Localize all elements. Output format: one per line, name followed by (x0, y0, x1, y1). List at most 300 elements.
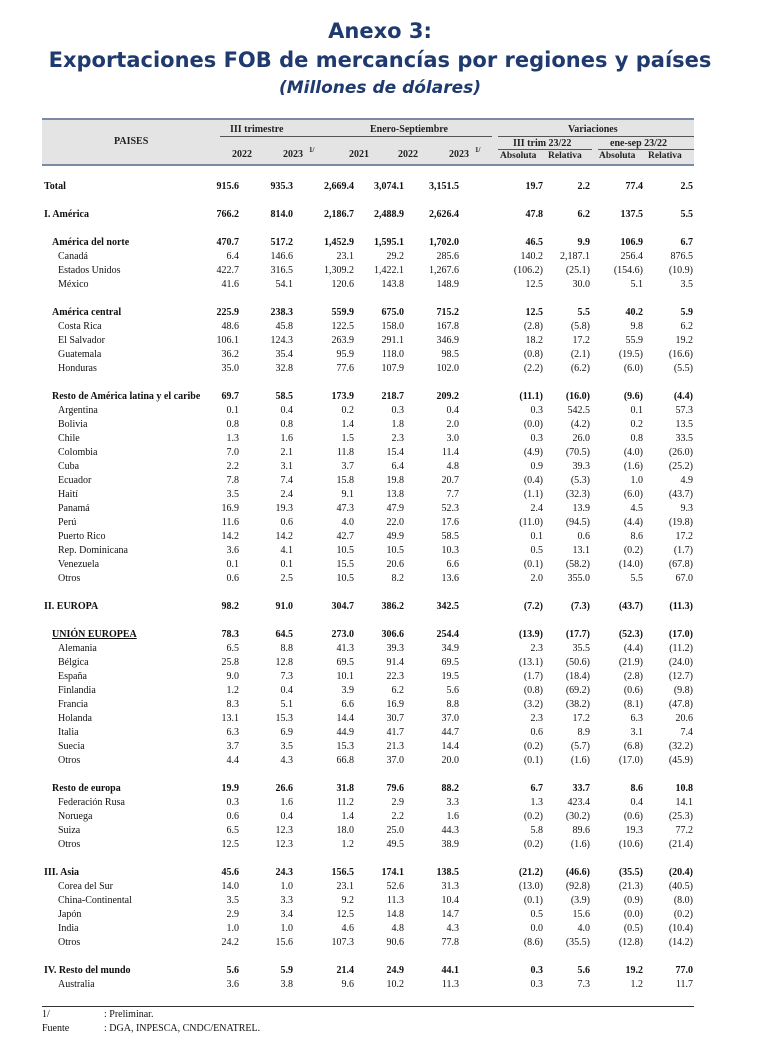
cell-var-iii-rel: (2.1) (570, 349, 590, 360)
cell-var-es-rel: 876.5 (670, 251, 693, 262)
cell-var-iii-abs: 0.3 (530, 405, 543, 416)
cell-var-iii-abs: 0.3 (530, 965, 543, 976)
cell-es-2023: 5.6 (446, 685, 459, 696)
cell-es-2021: 14.4 (336, 713, 354, 724)
cell-iii-2023: 4.1 (280, 545, 293, 556)
table-row (42, 432, 694, 446)
header-paises: PAISES (114, 136, 149, 147)
row-spacer (42, 222, 694, 236)
row-label: Rep. Dominicana (58, 545, 128, 556)
cell-var-es-abs: (4.4) (623, 643, 643, 654)
footnote-key: Fuente (42, 1023, 70, 1034)
cell-iii-2023: 91.0 (275, 601, 293, 612)
row-label: Japón (58, 909, 82, 920)
cell-var-iii-abs: (7.2) (523, 601, 543, 612)
cell-var-es-rel: (12.7) (668, 671, 693, 682)
cell-var-iii-abs: (11.1) (519, 391, 543, 402)
cell-es-2023: 3.0 (446, 433, 459, 444)
cell-es-2022: 291.1 (381, 335, 404, 346)
cell-var-es-rel: 5.5 (680, 209, 693, 220)
header-rule-iii-trimestre (220, 136, 332, 137)
cell-var-iii-abs: (0.2) (523, 839, 543, 850)
cell-var-iii-abs: 1.3 (530, 797, 543, 808)
table-row (42, 600, 694, 614)
cell-iii-2022: 8.3 (226, 699, 239, 710)
cell-es-2023: 2.0 (446, 419, 459, 430)
cell-es-2023: 98.5 (441, 349, 459, 360)
header-col-2023-b: 2023 (449, 149, 469, 160)
cell-es-2022: 2,488.9 (374, 209, 404, 220)
row-label: Corea del Sur (58, 881, 113, 892)
table-row (42, 572, 694, 586)
cell-es-2023: 3,151.5 (429, 181, 459, 192)
cell-var-iii-abs: (0.1) (523, 895, 543, 906)
cell-var-es-rel: (67.8) (668, 559, 693, 570)
cell-var-es-rel: (4.4) (673, 391, 693, 402)
cell-var-es-rel: 9.3 (680, 503, 693, 514)
cell-es-2023: 14.4 (441, 741, 459, 752)
cell-es-2021: 15.8 (336, 475, 354, 486)
cell-es-2023: 38.9 (441, 839, 459, 850)
cell-var-es-abs: (6.0) (623, 363, 643, 374)
cell-var-es-rel: 2.5 (680, 181, 693, 192)
cell-iii-2022: 12.5 (221, 839, 239, 850)
cell-es-2022: 24.9 (386, 965, 404, 976)
cell-iii-2023: 1.6 (280, 797, 293, 808)
cell-iii-2023: 3.5 (280, 741, 293, 752)
cell-es-2023: 44.3 (441, 825, 459, 836)
cell-var-es-rel: (8.0) (673, 895, 693, 906)
cell-var-es-rel: (9.8) (673, 685, 693, 696)
cell-var-iii-rel: (32.3) (565, 489, 590, 500)
row-label: Australia (58, 979, 95, 990)
cell-var-iii-rel: (5.8) (570, 321, 590, 332)
cell-iii-2023: 0.4 (280, 811, 293, 822)
cell-es-2022: 174.1 (381, 867, 404, 878)
cell-es-2021: 69.5 (336, 657, 354, 668)
cell-var-iii-abs: 0.5 (530, 545, 543, 556)
table-row (42, 978, 694, 992)
cell-es-2021: 23.1 (336, 251, 354, 262)
header-relativa-2: Relativa (648, 151, 682, 161)
cell-es-2022: 8.2 (391, 573, 404, 584)
cell-var-es-rel: 33.5 (675, 433, 693, 444)
cell-es-2022: 0.3 (391, 405, 404, 416)
row-label: Noruega (58, 811, 93, 822)
cell-iii-2022: 0.1 (226, 405, 239, 416)
cell-es-2021: 107.3 (331, 937, 354, 948)
cell-es-2023: 3.3 (446, 797, 459, 808)
cell-es-2021: 2,186.7 (324, 209, 354, 220)
cell-es-2021: 23.1 (336, 881, 354, 892)
header-relativa-1: Relativa (548, 151, 582, 161)
cell-var-iii-rel: 4.0 (577, 923, 590, 934)
table-row (42, 558, 694, 572)
cell-es-2021: 1.4 (341, 419, 354, 430)
cell-es-2023: 52.3 (441, 503, 459, 514)
cell-es-2022: 30.7 (386, 713, 404, 724)
cell-es-2023: 254.4 (436, 629, 459, 640)
cell-var-iii-abs: 0.0 (530, 923, 543, 934)
cell-es-2022: 118.0 (381, 349, 404, 360)
cell-var-es-abs: 106.9 (620, 237, 643, 248)
table-row (42, 936, 694, 950)
table-row (42, 684, 694, 698)
cell-var-es-abs: (0.9) (623, 895, 643, 906)
cell-es-2022: 3,074.1 (374, 181, 404, 192)
cell-var-iii-rel: (5.3) (570, 475, 590, 486)
row-label: Estados Unidos (58, 265, 121, 276)
table-row (42, 740, 694, 754)
table-row (42, 362, 694, 376)
cell-var-iii-abs: (106.2) (513, 265, 543, 276)
row-label: Argentina (58, 405, 98, 416)
cell-var-es-abs: 3.1 (630, 727, 643, 738)
footnote-preliminar (42, 1007, 694, 1021)
cell-var-es-abs: (17.0) (618, 755, 643, 766)
cell-var-es-rel: 10.8 (675, 783, 693, 794)
cell-var-es-abs: (0.2) (623, 545, 643, 556)
cell-var-es-rel: (47.8) (668, 699, 693, 710)
cell-var-iii-rel: 2.2 (577, 181, 590, 192)
cell-var-iii-abs: (0.1) (523, 559, 543, 570)
table-row (42, 446, 694, 460)
cell-es-2023: 58.5 (441, 531, 459, 542)
cell-var-es-rel: 67.0 (675, 573, 693, 584)
cell-var-es-rel: (32.2) (668, 741, 693, 752)
cell-iii-2023: 2.4 (280, 489, 293, 500)
table-row (42, 502, 694, 516)
cell-es-2021: 66.8 (336, 755, 354, 766)
cell-iii-2023: 19.3 (275, 503, 293, 514)
row-label: Italia (58, 727, 79, 738)
cell-es-2023: 88.2 (441, 783, 459, 794)
footnotes (42, 1006, 694, 1035)
page-title: Exportaciones FOB de mercancías por regiones y países (48, 48, 712, 72)
cell-iii-2022: 0.1 (226, 559, 239, 570)
cell-iii-2022: 0.6 (226, 811, 239, 822)
cell-es-2023: 11.4 (441, 447, 459, 458)
cell-es-2023: 10.4 (441, 895, 459, 906)
table-row (42, 796, 694, 810)
cell-var-iii-abs: (0.1) (523, 755, 543, 766)
cell-es-2023: 4.3 (446, 923, 459, 934)
row-label: Costa Rica (58, 321, 102, 332)
cell-es-2023: 0.4 (446, 405, 459, 416)
cell-var-es-rel: (43.7) (668, 489, 693, 500)
cell-es-2022: 218.7 (381, 391, 404, 402)
table-row (42, 488, 694, 502)
cell-es-2021: 44.9 (336, 727, 354, 738)
cell-var-es-abs: 0.2 (630, 419, 643, 430)
row-label: India (58, 923, 79, 934)
cell-var-es-abs: 8.6 (630, 783, 643, 794)
cell-es-2023: 7.7 (446, 489, 459, 500)
cell-var-iii-abs: (0.8) (523, 685, 543, 696)
cell-iii-2022: 6.5 (226, 825, 239, 836)
cell-es-2023: 167.8 (436, 321, 459, 332)
header-variaciones: Variaciones (568, 124, 618, 135)
row-label: Cuba (58, 461, 80, 472)
cell-iii-2022: 0.8 (226, 419, 239, 430)
cell-var-iii-abs: (0.4) (523, 475, 543, 486)
cell-iii-2023: 12.3 (275, 839, 293, 850)
row-label: UNIÓN EUROPEA (52, 629, 137, 640)
cell-es-2022: 39.3 (386, 643, 404, 654)
cell-es-2023: 20.0 (441, 755, 459, 766)
cell-var-iii-abs: 12.5 (525, 307, 543, 318)
cell-iii-2022: 45.6 (221, 867, 239, 878)
cell-var-es-abs: (21.3) (618, 881, 643, 892)
table-row (42, 712, 694, 726)
row-label: Otros (58, 937, 81, 948)
cell-var-es-abs: (19.5) (618, 349, 643, 360)
cell-es-2021: 4.0 (341, 517, 354, 528)
cell-es-2023: 69.5 (441, 657, 459, 668)
cell-var-es-rel: (25.2) (668, 461, 693, 472)
table-row (42, 894, 694, 908)
row-label: El Salvador (58, 335, 105, 346)
cell-es-2021: 1.4 (341, 811, 354, 822)
cell-var-es-rel: (25.3) (668, 811, 693, 822)
cell-var-iii-rel: (1.6) (570, 755, 590, 766)
table-row (42, 236, 694, 250)
cell-var-es-rel: (16.6) (668, 349, 693, 360)
cell-es-2022: 11.3 (386, 895, 404, 906)
cell-iii-2023: 0.4 (280, 405, 293, 416)
cell-es-2022: 20.6 (386, 559, 404, 570)
cell-var-iii-abs: (1.7) (523, 671, 543, 682)
cell-iii-2022: 0.6 (226, 573, 239, 584)
cell-iii-2022: 16.9 (221, 503, 239, 514)
header-col-2023-a: 2023 (283, 149, 303, 160)
cell-var-es-rel: 57.3 (675, 405, 693, 416)
cell-es-2022: 14.8 (386, 909, 404, 920)
cell-es-2022: 41.7 (386, 727, 404, 738)
cell-var-es-abs: 137.5 (620, 209, 643, 220)
cell-var-iii-abs: (0.2) (523, 811, 543, 822)
row-label: I. América (44, 209, 89, 220)
row-label: Total (44, 181, 66, 192)
cell-es-2021: 3.9 (341, 685, 354, 696)
cell-var-iii-rel: (46.6) (565, 867, 590, 878)
cell-es-2021: 15.5 (336, 559, 354, 570)
cell-iii-2023: 3.3 (280, 895, 293, 906)
cell-var-es-rel: 11.7 (675, 979, 693, 990)
cell-es-2023: 17.6 (441, 517, 459, 528)
row-label: México (58, 279, 89, 290)
cell-iii-2022: 7.0 (226, 447, 239, 458)
cell-var-iii-abs: 140.2 (520, 251, 543, 262)
exports-table (42, 118, 694, 994)
header-note-mark-b: 1/ (475, 146, 481, 154)
cell-es-2023: 346.9 (436, 335, 459, 346)
cell-iii-2023: 54.1 (275, 279, 293, 290)
cell-es-2023: 2,626.4 (429, 209, 459, 220)
cell-var-es-rel: 77.0 (675, 965, 693, 976)
cell-var-iii-abs: (2.2) (523, 363, 543, 374)
cell-es-2022: 107.9 (381, 363, 404, 374)
cell-var-es-abs: (14.0) (618, 559, 643, 570)
table-row (42, 278, 694, 292)
cell-iii-2022: 1.2 (226, 685, 239, 696)
cell-var-iii-rel: (1.6) (570, 839, 590, 850)
cell-var-iii-abs: (4.9) (523, 447, 543, 458)
page-subtitle: (Millones de dólares) (278, 78, 482, 98)
cell-es-2023: 13.6 (441, 573, 459, 584)
table-row (42, 404, 694, 418)
cell-var-es-abs: (6.0) (623, 489, 643, 500)
cell-var-iii-rel: (92.8) (565, 881, 590, 892)
cell-iii-2023: 8.8 (280, 643, 293, 654)
cell-var-es-abs: 9.8 (630, 321, 643, 332)
row-label: Guatemala (58, 349, 102, 360)
cell-es-2021: 11.8 (336, 447, 354, 458)
cell-iii-2023: 64.5 (275, 629, 293, 640)
cell-var-iii-abs: (13.1) (518, 657, 543, 668)
cell-var-es-abs: 256.4 (620, 251, 643, 262)
cell-var-iii-abs: (13.9) (518, 629, 543, 640)
cell-iii-2022: 2.9 (226, 909, 239, 920)
cell-iii-2023: 124.3 (270, 335, 293, 346)
cell-var-iii-abs: (0.8) (523, 349, 543, 360)
cell-iii-2022: 422.7 (216, 265, 239, 276)
cell-var-iii-rel: (50.6) (565, 657, 590, 668)
header-iii-trimestre: III trimestre (230, 124, 284, 135)
cell-es-2021: 9.2 (341, 895, 354, 906)
cell-var-iii-rel: 13.9 (572, 503, 590, 514)
cell-var-iii-rel: 9.9 (577, 237, 590, 248)
annex-number: Anexo 3: (328, 19, 432, 43)
cell-var-iii-rel: (5.7) (570, 741, 590, 752)
table-row (42, 670, 694, 684)
header-absoluta-1: Absoluta (500, 151, 537, 161)
cell-var-es-rel: (0.2) (673, 909, 693, 920)
cell-iii-2023: 2.1 (280, 447, 293, 458)
cell-es-2021: 42.7 (336, 531, 354, 542)
cell-var-iii-abs: (0.0) (523, 419, 543, 430)
row-spacer (42, 852, 694, 866)
cell-var-iii-rel: (94.5) (565, 517, 590, 528)
cell-var-es-rel: 6.7 (680, 237, 693, 248)
cell-iii-2022: 3.5 (226, 489, 239, 500)
cell-var-iii-abs: 6.7 (530, 783, 543, 794)
cell-var-iii-rel: (18.4) (565, 671, 590, 682)
table-row (42, 964, 694, 978)
cell-iii-2023: 35.4 (275, 349, 293, 360)
table-row (42, 208, 694, 222)
cell-es-2022: 6.4 (391, 461, 404, 472)
cell-var-iii-rel: 33.7 (572, 783, 590, 794)
cell-es-2023: 1.6 (446, 811, 459, 822)
table-row (42, 810, 694, 824)
cell-iii-2022: 98.2 (221, 601, 239, 612)
cell-es-2022: 2.3 (391, 433, 404, 444)
cell-es-2023: 209.2 (436, 391, 459, 402)
cell-iii-2022: 2.2 (226, 461, 239, 472)
cell-var-es-abs: 4.5 (630, 503, 643, 514)
cell-var-iii-abs: 2.3 (530, 713, 543, 724)
cell-iii-2023: 14.2 (275, 531, 293, 542)
cell-iii-2022: 41.6 (221, 279, 239, 290)
cell-var-es-rel: 14.1 (675, 797, 693, 808)
row-label: II. EUROPA (44, 601, 99, 612)
cell-var-es-abs: 5.1 (630, 279, 643, 290)
cell-var-es-rel: (26.0) (668, 447, 693, 458)
cell-var-es-rel: 5.9 (680, 307, 693, 318)
cell-var-es-rel: 13.5 (675, 419, 693, 430)
footnote-text: : DGA, INPESCA, CNDC/ENATREL. (104, 1023, 261, 1034)
cell-es-2021: 77.6 (336, 363, 354, 374)
cell-iii-2023: 45.8 (275, 321, 293, 332)
cell-es-2021: 41.3 (336, 643, 354, 654)
row-label: Ecuador (58, 475, 92, 486)
cell-es-2022: 29.2 (386, 251, 404, 262)
cell-es-2023: 20.7 (441, 475, 459, 486)
cell-var-es-abs: (0.0) (623, 909, 643, 920)
cell-iii-2022: 5.6 (226, 965, 239, 976)
cell-var-es-abs: (0.5) (623, 923, 643, 934)
cell-var-iii-abs: 5.8 (530, 825, 543, 836)
row-label: América del norte (52, 237, 130, 248)
cell-iii-2023: 0.6 (280, 517, 293, 528)
cell-iii-2023: 0.8 (280, 419, 293, 430)
row-label: Colombia (58, 447, 98, 458)
cell-iii-2023: 12.3 (275, 825, 293, 836)
cell-var-es-abs: 5.5 (630, 573, 643, 584)
cell-es-2021: 6.6 (341, 699, 354, 710)
table-row (42, 180, 694, 194)
cell-iii-2022: 7.8 (226, 475, 239, 486)
cell-es-2021: 1,309.2 (324, 265, 354, 276)
cell-var-iii-rel: (38.2) (565, 699, 590, 710)
cell-var-iii-abs: (8.6) (523, 937, 543, 948)
cell-es-2021: 3.7 (341, 461, 354, 472)
cell-var-es-rel: (11.3) (669, 601, 693, 612)
cell-es-2022: 47.9 (386, 503, 404, 514)
cell-var-es-rel: (24.0) (668, 657, 693, 668)
cell-var-es-abs: (0.6) (623, 811, 643, 822)
cell-es-2021: 559.9 (331, 307, 354, 318)
cell-iii-2022: 0.3 (226, 797, 239, 808)
cell-var-es-abs: (35.5) (618, 867, 643, 878)
cell-var-es-rel: (20.4) (668, 867, 693, 878)
cell-iii-2022: 78.3 (221, 629, 239, 640)
cell-var-es-abs: 19.3 (625, 825, 643, 836)
cell-var-iii-rel: 8.9 (577, 727, 590, 738)
table-row (42, 418, 694, 432)
cell-var-es-abs: (12.8) (618, 937, 643, 948)
cell-es-2023: 19.5 (441, 671, 459, 682)
row-label: Finlandia (58, 685, 96, 696)
cell-var-es-abs: 6.3 (630, 713, 643, 724)
row-label: Bélgica (58, 657, 89, 668)
cell-iii-2022: 35.0 (221, 363, 239, 374)
header-col-2021: 2021 (349, 149, 369, 160)
cell-var-iii-rel: (4.2) (570, 419, 590, 430)
row-spacer (42, 292, 694, 306)
cell-es-2023: 342.5 (436, 601, 459, 612)
cell-var-es-rel: 3.5 (680, 279, 693, 290)
cell-iii-2023: 15.6 (275, 937, 293, 948)
cell-var-iii-rel: (6.2) (570, 363, 590, 374)
table-row (42, 866, 694, 880)
cell-var-es-rel: (1.7) (673, 545, 693, 556)
footnote-key: 1/ (42, 1009, 50, 1020)
table-row (42, 698, 694, 712)
cell-es-2021: 10.5 (336, 545, 354, 556)
cell-es-2022: 49.5 (386, 839, 404, 850)
